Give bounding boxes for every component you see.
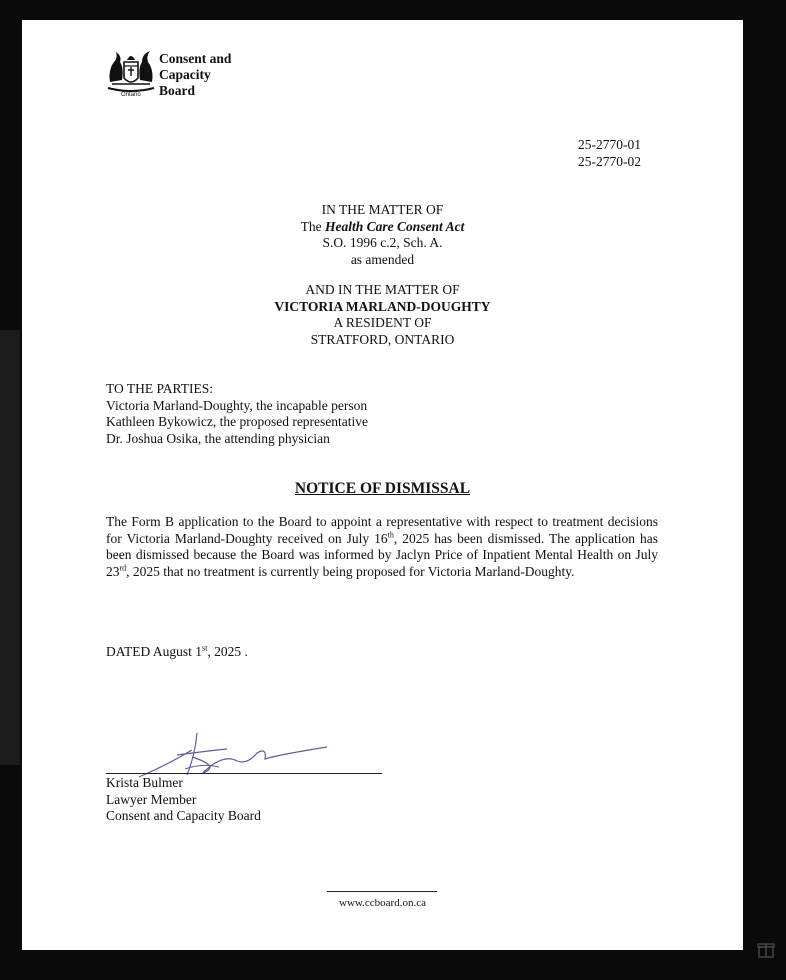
background-panel <box>0 330 20 765</box>
act-amended: as amended <box>350 251 415 267</box>
party-item: Victoria Marland-Doughty, the incapable person <box>106 397 368 413</box>
act-name: Health Care Consent Act <box>324 218 465 234</box>
notice-text-3: , 2025 that no treatment is currently being proposed for Victoria Marland-Doughty. <box>126 563 575 579</box>
parties-list <box>106 381 368 447</box>
gift-icon[interactable] <box>757 940 775 958</box>
matter-line-2: AND IN THE MATTER OF <box>305 282 460 297</box>
resident-line: A RESIDENT OF <box>333 315 432 330</box>
file-number-1: 25-2770-01 <box>578 137 641 152</box>
province-label: Ontario <box>121 92 141 98</box>
notice-text-2: , 2025 has been dismissed. The application has been dismissed because the Board was informed by Jaclyn Price of Inpatient Mental Health on July 23 <box>106 530 658 579</box>
act-citation: S.O. 1996 c.2, Sch. A. <box>322 235 443 250</box>
file-number-2: 25-2770-02 <box>578 154 641 169</box>
footer-divider <box>327 891 437 892</box>
file-numbers <box>578 136 641 170</box>
board-name-line2: Capacity <box>159 67 211 82</box>
matter-line: IN THE MATTER OF <box>321 202 444 217</box>
act-the: The <box>300 218 322 234</box>
act-line <box>22 219 743 236</box>
matter-of-act <box>22 202 743 268</box>
notice-body <box>106 514 658 580</box>
dated-line <box>106 644 248 660</box>
parties-heading: TO THE PARTIES: <box>106 381 213 396</box>
board-name <box>159 51 231 99</box>
footer-url[interactable]: www.ccboard.on.ca <box>339 897 426 909</box>
matter-of-person <box>22 282 743 348</box>
notice-sup-1: th <box>387 530 394 539</box>
signature-line <box>106 773 382 774</box>
dated-sup: st <box>202 643 208 653</box>
signer-block <box>106 775 261 825</box>
document-page <box>22 20 743 950</box>
dated-suffix: , 2025 . <box>207 644 248 659</box>
board-name-line3: Board <box>159 83 196 98</box>
dated-prefix: DATED August 1 <box>106 644 203 659</box>
notice-sup-2: rd <box>119 563 127 572</box>
resident-place: STRATFORD, ONTARIO <box>310 331 455 347</box>
signer-role: Lawyer Member <box>106 791 197 807</box>
person-name: VICTORIA MARLAND-DOUGHTY <box>274 298 491 314</box>
notice-text-1: The Form B application to the Board to appoint a representative with respect to treatment decisions for Victoria Marland-Doughty received on July 16 <box>106 514 658 546</box>
party-item: Kathleen Bykowicz, the proposed representative <box>106 414 369 429</box>
signer-name: Krista Bulmer <box>106 775 183 790</box>
signer-org: Consent and Capacity Board <box>106 808 261 823</box>
party-item: Dr. Joshua Osika, the attending physician <box>106 430 330 446</box>
notice-title: NOTICE OF DISMISSAL <box>294 480 471 497</box>
board-name-line1: Consent and <box>159 51 232 66</box>
